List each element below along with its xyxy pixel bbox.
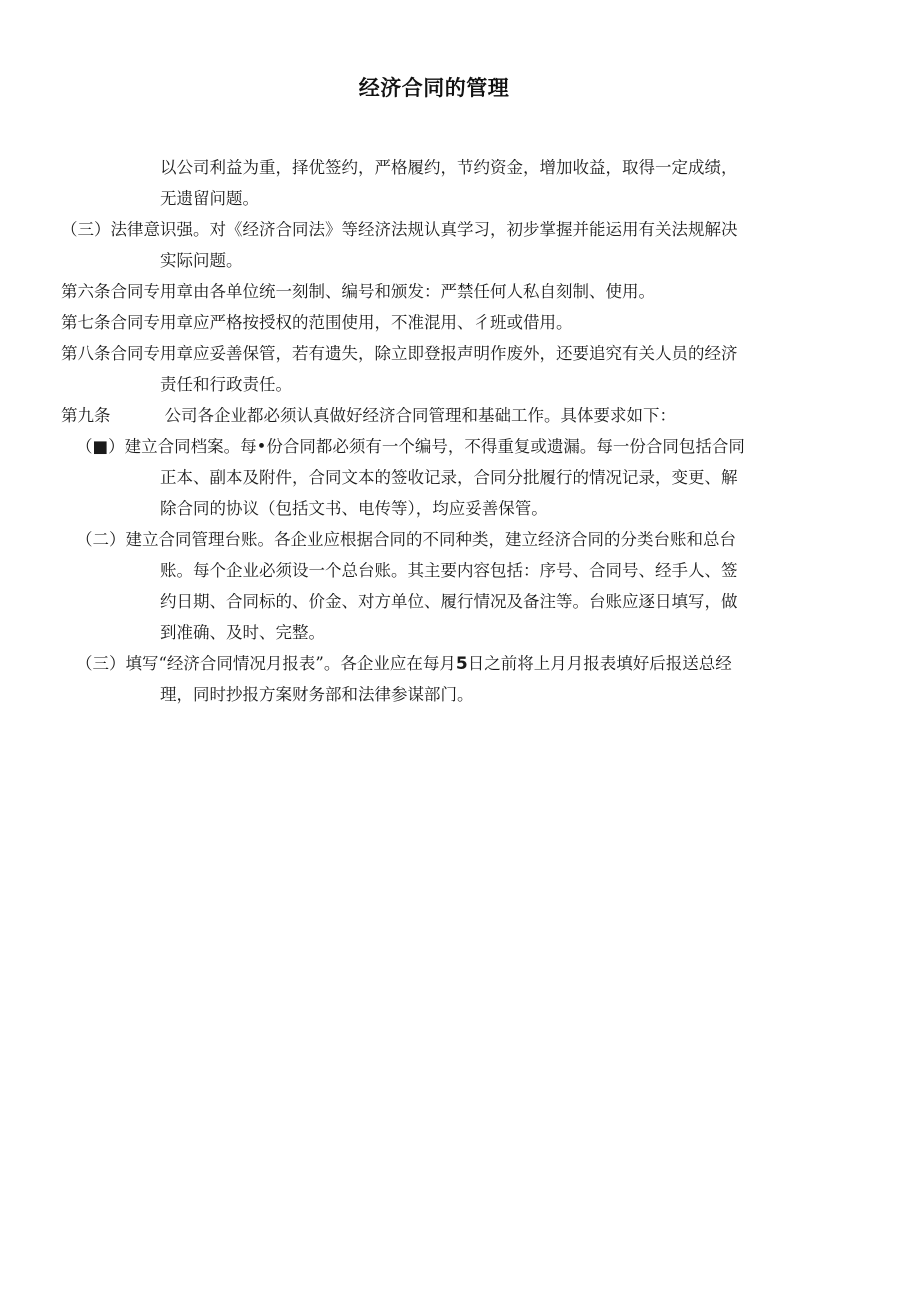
day-number: 5 [455,654,468,674]
text-line: 第八条合同专用章应妥善保管，若有遗失，除立即登报声明作废外，还要追究有关人员的经济 [61,344,738,363]
item-contract-ledger [76,524,738,648]
item-contract-archive [76,431,745,524]
text-line: （二）建立合同管理台账。各企业应根据合同的不同种类，建立经济合同的分类台账和总台 [76,530,736,549]
text-segment: 日之前将上月月报表填好后报送总经 [467,654,732,673]
text-segment: （三）填写“经济合同情况月报表”。各企业应在每月 [76,654,456,673]
article-8 [61,338,738,400]
text-line: 实际问题。 [160,251,243,270]
article-6 [61,276,655,307]
text-line: （三）法律意识强。对《经济合同法》等经济法规认真学习，初步掌握并能运用有关法规解决 [61,220,738,239]
text-line [76,648,732,679]
text-line [61,400,676,431]
article-9 [61,400,676,431]
text-line: 除合同的协议（包括文书、电传等），均应妥善保管。 [160,499,548,518]
text-line: 无遗留问题。 [160,189,259,208]
text-line: 以公司利益为重，择优签约，严格履约，节约资金，增加收益，取得一定成绩， [160,158,738,177]
text-line: 责任和行政责任。 [160,375,292,394]
article-9-text: 公司各企业都必须认真做好经济合同管理和基础工作。具体要求如下： [164,406,676,425]
text-line: 第七条合同专用章应严格按授权的范围使用，不准混用、彳班或借用。 [61,313,573,332]
text-line: （■）建立合同档案。每•份合同都必须有一个编号，不得重复或遗漏。每一份合同包括合同 [76,437,745,456]
article-9-label: 第九条 [61,406,111,425]
text-line: 约日期、合同标的、价金、对方单位、履行情况及备注等。台账应逐日填写，做 [160,592,738,611]
text-line: 到准确、及时、完整。 [160,623,325,642]
text-line: 理，同时抄报方案财务部和法律参谋部门。 [160,685,474,704]
paragraph-goals [160,152,738,214]
document-title: 经济合同的管理 [358,76,510,100]
paragraph-legal-awareness [61,214,738,276]
text-line: 正本、副本及附件，合同文本的签收记录，合同分批履行的情况记录，变更、解 [160,468,738,487]
item-monthly-report [76,648,732,710]
text-line: 账。每个企业必须设一个总台账。其主要内容包括：序号、合同号、经手人、签 [160,561,738,580]
article-7 [61,307,573,338]
text-line: 第六条合同专用章由各单位统一刻制、编号和颁发：严禁任何人私自刻制、使用。 [61,282,655,301]
